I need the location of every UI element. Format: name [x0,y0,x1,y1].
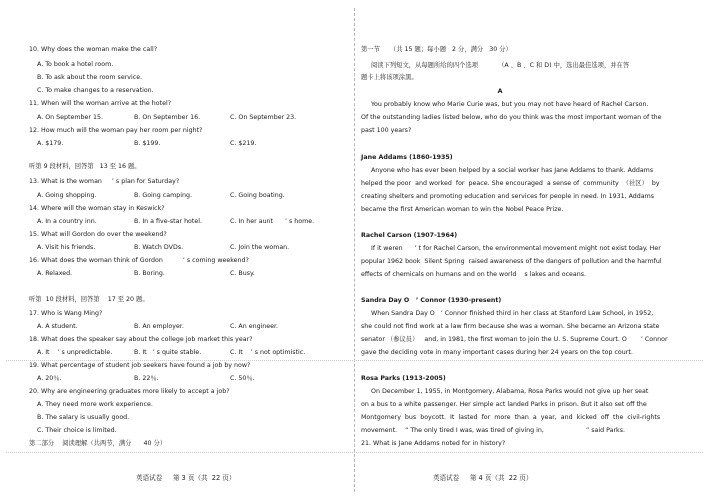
section-heading-10: 听第 10 段材料，回答第 17 至 20 题。 [29,296,149,303]
option-b: B. On September 16. [134,114,201,121]
entry-line: effects of chemicals on humans and on the world s lakes and oceans. [361,271,587,278]
passage-letter: A [497,88,503,95]
instructions-line-2: 题卡上将该项涂黑。 [361,74,418,81]
intro-line: You probably know who Marie Curie was, but you may not have heard of Rachel Carson. [371,101,649,108]
entry-line: senator （参议员） and, in 1981, the first woman to join the U. S. Supreme Court. O ’ Connor [361,336,668,343]
question-text: 20. Why are engineering graduates more likely to accept a job? [29,388,230,395]
question-21: 21. What is Jane Addams noted for in history? [361,440,506,447]
option-c: C. $219. [230,140,257,147]
entry-heading: Jane Addams (1860-1935) [361,154,453,161]
page-footer: 英语试卷 第 4 页（共 22 页） [433,474,533,482]
entry-line: Montgomery bus boycott. It lasted for more than a year, and kicked off the civil-rights [361,414,661,421]
option-c: C. It ’ s not optimistic. [230,349,306,356]
entry-line: became the first American woman to win the Nobel Peace Prize. [361,206,564,213]
entry-heading: Rosa Parks (1913-2005) [361,375,446,382]
entry-heading: Sandra Day O ’ Connor (1930-present) [361,297,502,304]
option-a: A. $179. [37,140,64,147]
question-text: 11. When will the woman arrive at the hotel? [29,100,172,107]
entry-line: on a bus to a white passenger. Her simple act landed Parks in prison. But it also set off the [361,401,647,408]
option-c: C. On September 23. [230,114,297,121]
intro-line: Of the outstanding ladies listed below, who do you think was the most important woman of the [361,114,662,121]
question-text: 16. What does the woman think of Gordon ’ s coming weekend? [29,257,249,264]
left-page [0,0,354,500]
option-a: A. On September 15. [37,114,103,121]
option-a: A. They need more work experience. [37,401,153,408]
option-c: C. 50％. [230,375,255,382]
question-text: 17. Who is Wang Ming? [29,310,103,317]
option-b: B. Boring. [134,270,165,277]
question-text: 14. Where will the woman stay in Keswick? [29,205,165,212]
option-a: A. Going shopping. [37,192,97,199]
option-c: C. To make changes to a reservation. [37,87,154,94]
question-text: 18. What does the speaker say about the college job market this year? [29,336,253,343]
instructions-line-1: 阅读下列短文，从每题所给的四个选项 （A 、B 、C 和 D) 中，选出最佳选项，并在答 [371,62,630,69]
question-text: 15. What will Gordon do over the weekend? [29,231,167,238]
option-b: B. Watch DVDs. [134,244,184,251]
entry-line: If it weren ’ t for Rachel Carson, the environmental movement might not exist today. Her [371,245,661,252]
entry-line: she could not find work at a law firm because she was a woman. She became an Arizona state [361,323,660,330]
option-a: A. Relaxed. [37,270,73,277]
entry-line: gave the deciding vote in many important cases during her 24 years on the top court. [361,349,633,356]
entry-line: movement. “ The only tired I was, was tired of giving in, ” said Parks. [361,427,625,434]
option-a: A. In a country inn. [37,218,97,225]
section-heading-9: 听第 9 段材料，回答第 13 至 16 题。 [29,163,141,170]
entry-line: creating shelters and promoting education and services for people in need. In 1931, Addams [361,193,655,200]
entry-line: helped the poor and worked for peace. She encouraged a sense of community （社区） by [361,180,660,187]
option-b: B. The salary is usually good. [37,414,130,421]
option-c: C. In her aunt ’ s home. [230,218,315,225]
part-two-heading: 第二部分 阅读理解（共两节，满分 40 分） [29,440,167,447]
option-b: B. In a five-star hotel. [134,218,203,225]
page-footer: 英语试卷 第 3 页（共 22 页） [136,474,236,482]
option-a: A. To book a hotel room. [37,61,114,68]
option-b: B. To ask about the room service. [37,74,143,81]
entry-line: popular 1962 book Silent Spring raised awareness of the dangers of pollution and the harmful [361,258,662,265]
question-text: 19. What percentage of student job seekers have found a job by now? [29,362,251,369]
option-b: B. $199. [134,140,161,147]
question-text: 12. How much will the woman pay her room per night? [29,127,203,134]
entry-line: Anyone who has ever been helped by a social worker has Jane Addams to thank. Addams [371,167,654,174]
option-a: A. Visit his friends. [37,244,96,251]
right-page [355,0,709,500]
option-b: B. Going camping. [134,192,192,199]
entry-heading: Rachel Carson (1907-1964) [361,232,458,239]
question-text: 13. What is the woman ’ s plan for Saturday? [29,178,180,185]
option-c: C. Busy. [230,270,255,277]
entry-line: When Sandra Day O ’ Connor finished third in her class at Stanford Law School, in 1952, [371,310,654,317]
option-c: C. Join the woman. [230,244,290,251]
entry-line: On December 1, 1955, in Montgomery, Alabama, Rosa Parks would not give up her seat [371,388,649,395]
section-one-heading: 第一节 （共 15 题；每小题 2 分，满分 30 分） [361,46,512,53]
option-c: C. Going boating. [230,192,285,199]
option-c: C. Their choice is limited. [37,427,117,434]
option-b: B. It ’ s quite stable. [134,349,202,356]
option-a: A. 20％. [37,375,62,382]
question-text: 10. Why does the woman make the call? [29,46,158,53]
intro-line: past 100 years? [361,127,412,134]
option-b: B. An employer. [134,323,184,330]
option-a: A. It ’ s unpredictable. [37,349,113,356]
option-c: C. An engineer. [230,323,279,330]
option-a: A. A student. [37,323,78,330]
option-b: B. 22％. [134,375,159,382]
